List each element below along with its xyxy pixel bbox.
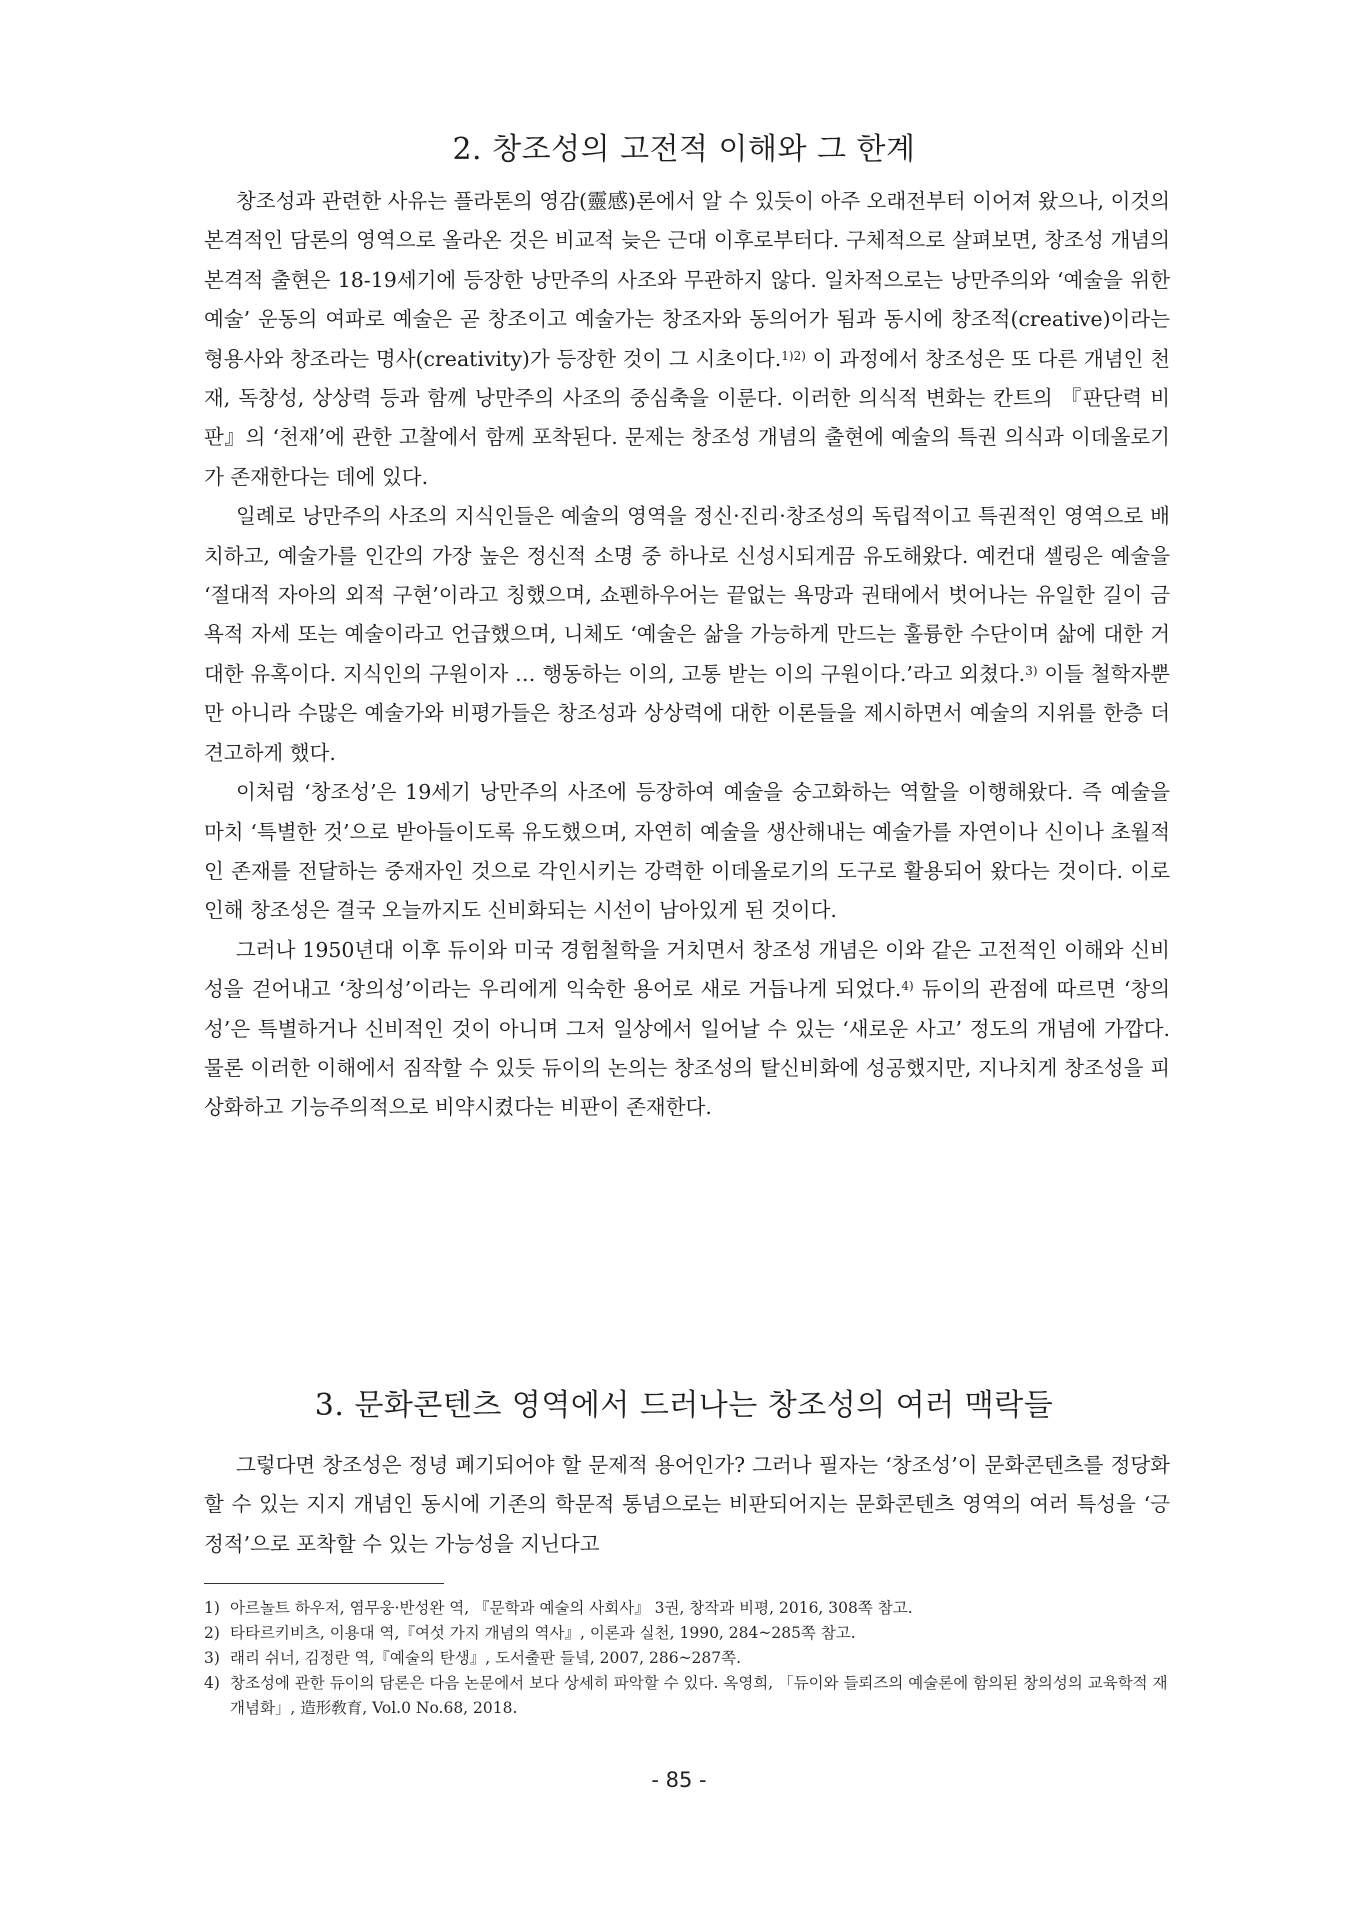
footnote-item: 3) 래리 쉬너, 김정란 역,『예술의 탄생』, 도서출판 들녘, 2007, 286~287쪽. xyxy=(204,1649,742,1667)
page-number: - 85 - xyxy=(651,1768,707,1792)
footnotes xyxy=(204,1596,1170,1721)
footnote-item: 2) 타타르키비츠, 이용대 역,『여섯 가지 개념의 역사』, 이론과 실천, 1990, 284~285쪽 참고. xyxy=(204,1624,856,1642)
paragraph: 이처럼 ‘창조성’은 19세기 낭만주의 사조에 등장하여 예술을 숭고화하는 역할을 이행해왔다. 즉 예술을 마치 ‘특별한 것’으로 받아들이도록 유도했으며, 자연히 예술을 생산해내는 예술가를 자연이나 신이나 초월적인 존재를 전달하는 중재자인 것으로 각인시키는 강력한 이데올로기의 도구로 활용되어 왔다는 것이다. 이로 인해 창조성은 결국 오늘까지도 신비화되는 시선이 남아있게 된 것이다. xyxy=(204,780,1170,923)
footnote-ref[interactable]: 4) xyxy=(901,979,914,994)
footnote-item: 4) 창조성에 관한 듀이의 담론은 다음 논문에서 보다 상세히 파악할 수 있다. 옥영희, 「듀이와 들뢰즈의 예술론에 함의된 창의성의 교육학적 재개념화」, 造形敎育, Vol.0 No.68, 2018. xyxy=(204,1674,1168,1717)
footnote-item: 1) 아르놀트 하우저, 염무웅·반성완 역, 『문학과 예술의 사회사』 3권, 창작과 비평, 2016, 308쪽 참고. xyxy=(204,1599,913,1617)
paragraph: 일례로 낭만주의 사조의 지식인들은 예술의 영역을 정신·진리·창조성의 독립적이고 특권적인 영역으로 배치하고, 예술가를 인간의 가장 높은 정신적 소명 중 하나로 신성시되게끔 유도해왔다. 예컨대 셸링은 예술을 ‘절대적 자아의 외적 구현’이라고 칭했으며, 쇼펜하우어는 끝없는 욕망과 권태에서 벗어나는 유일한 길이 금욕적 자세 또는 예술이라고 언급했으며, 니체도 ‘예술은 삶을 가능하게 만드는 훌륭한 수단이며 삶에 대한 거대한 유혹이다. 지식인의 구원이자 … 행동하는 이의, 고통 받는 이의 구원이다.’라고 외쳤다.$^{3)}$ 이들 철학자뿐만 아니라 수많은 예술가와 비평가들은 창조성과 상상력에 대한 이론들을 제시하면서 예술의 지위를 한층 더 견고하게 했다. xyxy=(204,504,1170,765)
paragraph: 그렇다면 창조성은 정녕 폐기되어야 할 문제적 용어인가? 그러나 필자는 ‘창조성’이 문화콘텐츠를 정당화할 수 있는 지지 개념인 동시에 기존의 학문적 통념으로는 비판되어지는 문화콘텐츠 영역의 여러 특성을 ‘긍정적’으로 포착할 수 있는 가능성을 지닌다고 xyxy=(204,1453,1170,1556)
paragraph: 그러나 1950년대 이후 듀이와 미국 경험철학을 거치면서 창조성 개념은 이와 같은 고전적인 이해와 신비성을 걷어내고 ‘창의성’이라는 우리에게 익숙한 용어로 새로 거듭나게 되었다.$^{4)}$ 듀이의 관점에 따르면 ‘창의성’은 특별하거나 신비적인 것이 아니며 그저 일상에서 일어날 수 있는 ‘새로운 사고’ 정도의 개념에 가깝다. 물론 이러한 이해에서 짐작할 수 있듯 듀이의 논의는 창조성의 탈신비화에 성공했지만, 지나치게 창조성을 피상화하고 기능주의적으로 비약시켰다는 비판이 존재한다. xyxy=(204,937,1170,1120)
section-3-heading: 3. 문화콘텐츠 영역에서 드러나는 창조성의 여러 맥락들 xyxy=(314,1388,1054,1423)
paragraph: 창조성과 관련한 사유는 플라톤의 영감(靈感)론에서 알 수 있듯이 아주 오래전부터 이어져 왔으나, 이것의 본격적인 담론의 영역으로 올라온 것은 비교적 늦은 근대 이후로부터다. 구체적으로 살펴보면, 창조성 개념의 본격적 출현은 18-19세기에 등장한 낭만주의 사조와 무관하지 않다. 일차적으로는 낭만주의와 ‘예술을 위한 예술’ 운동의 여파로 예술은 곧 창조이고 예술가는 창조자와 동의어가 됨과 동시에 창조적(creative)이라는 형용사와 창조라는 명사(creativity)가 등장한 것이 그 시초이다.$^{1)2)}$ 이 과정에서 창조성은 또 다른 개념인 천재, 독창성, 상상력 등과 함께 낭만주의 사조의 중심축을 이룬다. 이러한 의식적 변화는 칸트의 『판단력 비판』의 ‘천재’에 관한 고찰에서 함께 포착된다. 문제는 창조성 개념의 출현에 예술의 특권 의식과 이데올로기가 존재한다는 데에 있다. xyxy=(204,189,1171,489)
footnote-ref[interactable]: 3) xyxy=(1025,663,1038,678)
section-2-body xyxy=(204,182,1170,1128)
section-3-body xyxy=(204,1446,1170,1564)
section-2-heading: 2. 창조성의 고전적 이해와 그 한계 xyxy=(452,132,916,167)
footnote-divider xyxy=(204,1583,444,1584)
footnote-ref[interactable]: 1)2) xyxy=(781,348,806,363)
